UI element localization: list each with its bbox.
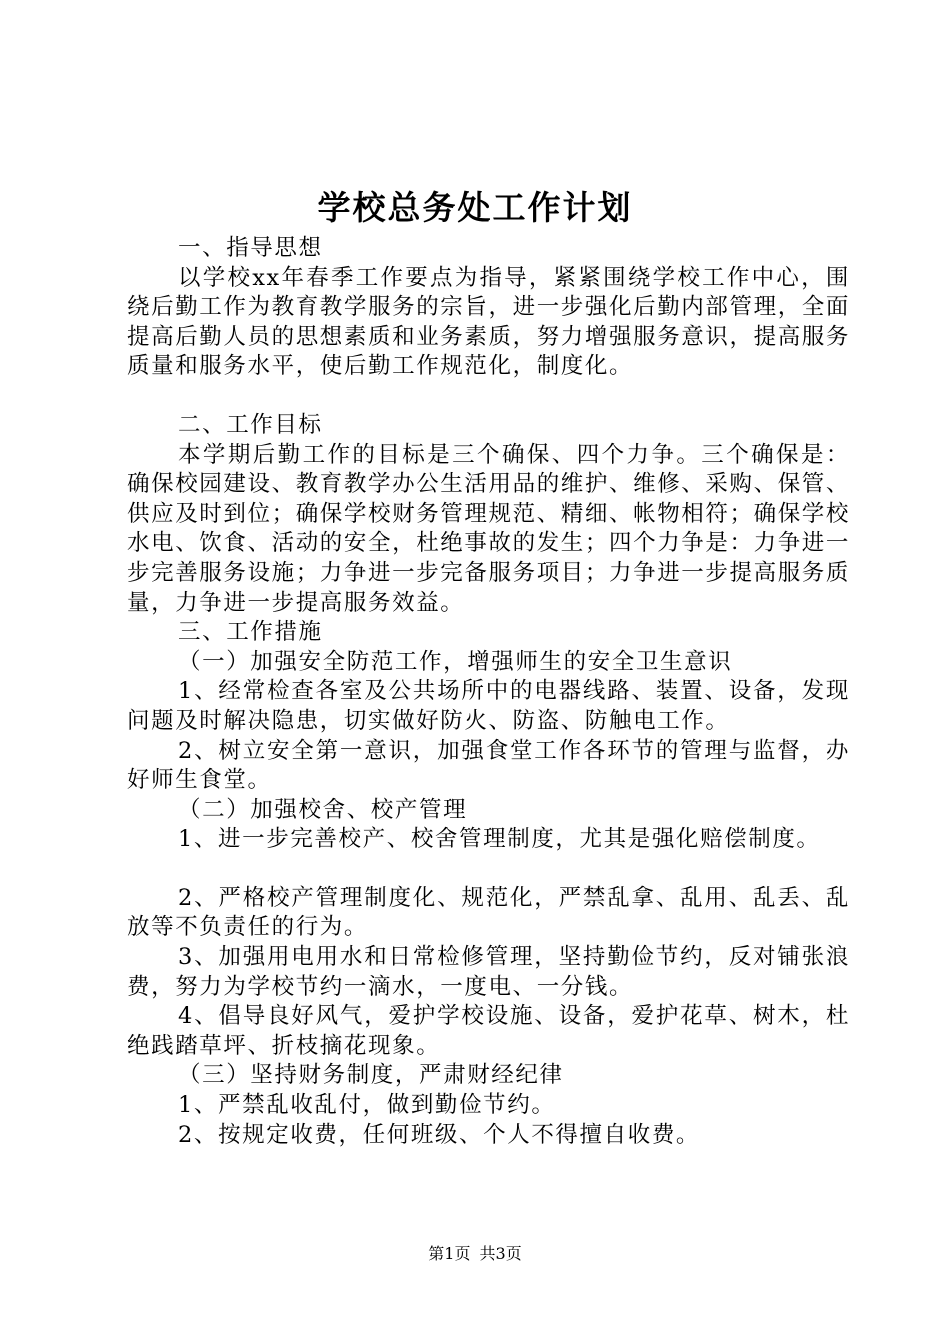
list-item-safety-1: 1、经常检查各室及公共场所中的电器线路、装置、设备，发现问题及时解决隐患，切实做好防火、防盗、防触电工作。 xyxy=(127,678,850,734)
subsection-heading-safety: （一）加强安全防范工作，增强师生的安全卫生意识 xyxy=(178,648,733,675)
section-heading-work-goals: 二、工作目标 xyxy=(178,411,323,438)
subsection-heading-property: （二）加强校舍、校产管理 xyxy=(178,796,468,823)
page-footer xyxy=(0,1243,950,1265)
list-item-property-1: 1、进一步完善校产、校舍管理制度，尤其是强化赔偿制度。 xyxy=(178,826,821,853)
list-item-safety-2: 2、树立安全第一意识，加强食堂工作各环节的管理与监督，办好师生食堂。 xyxy=(127,737,850,794)
total-pages: 共3页 xyxy=(479,1244,522,1263)
section-heading-work-measures: 三、工作措施 xyxy=(178,619,323,646)
subsection-heading-finance: （三）坚持财务制度，严肃财经纪律 xyxy=(178,1062,564,1089)
page-number: 第1页 xyxy=(428,1244,471,1263)
list-item-property-2: 2、严格校产管理制度化、规范化，严禁乱拿、乱用、乱丢、乱放等不负责任的行为。 xyxy=(127,884,850,941)
list-item-property-4: 4、倡导良好风气，爱护学校设施、设备，爱护花草、树木，杜绝践踏草坪、折枝摘花现象。 xyxy=(127,1003,850,1059)
section-heading-guiding-ideology: 一、指导思想 xyxy=(178,235,323,261)
document-body xyxy=(127,234,850,1150)
list-item-finance-2: 2、按规定收费，任何班级、个人不得擅自收费。 xyxy=(178,1121,701,1148)
paragraph-guiding-ideology: 以学校xx年春季工作要点为指导，紧紧围绕学校工作中心，围绕后勤工作为教育教学服务的宗旨，进一步强化后勤内部管理，全面提高后勤人员的思想素质和业务素质，努力增强服务意识，提高服务质量和服务水平，使后勤工作规范化，制度化。 xyxy=(127,264,851,380)
list-item-property-3: 3、加强用电用水和日常检修管理，坚持勤俭节约，反对铺张浪费，努力为学校节约一滴水，一度电、一分钱。 xyxy=(127,944,850,1000)
document-title: 学校总务处工作计划 xyxy=(317,188,633,227)
paragraph-work-goals: 本学期后勤工作的目标是三个确保、四个力争。三个确保是：确保校园建设、教育教学办公生活用品的维护、维修、采购、保管、供应及时到位；确保学校财务管理规范、精细、帐物相符；确保学校水电、饮食、活动的安全，杜绝事故的发生；四个力争是：力争进一步完善服务设施；力争进一步完备服务项目；力争进一步提高服务质量，力争进一步提高服务效益。 xyxy=(127,441,851,616)
list-item-finance-1: 1、严禁乱收乱付，做到勤俭节约。 xyxy=(178,1092,556,1119)
